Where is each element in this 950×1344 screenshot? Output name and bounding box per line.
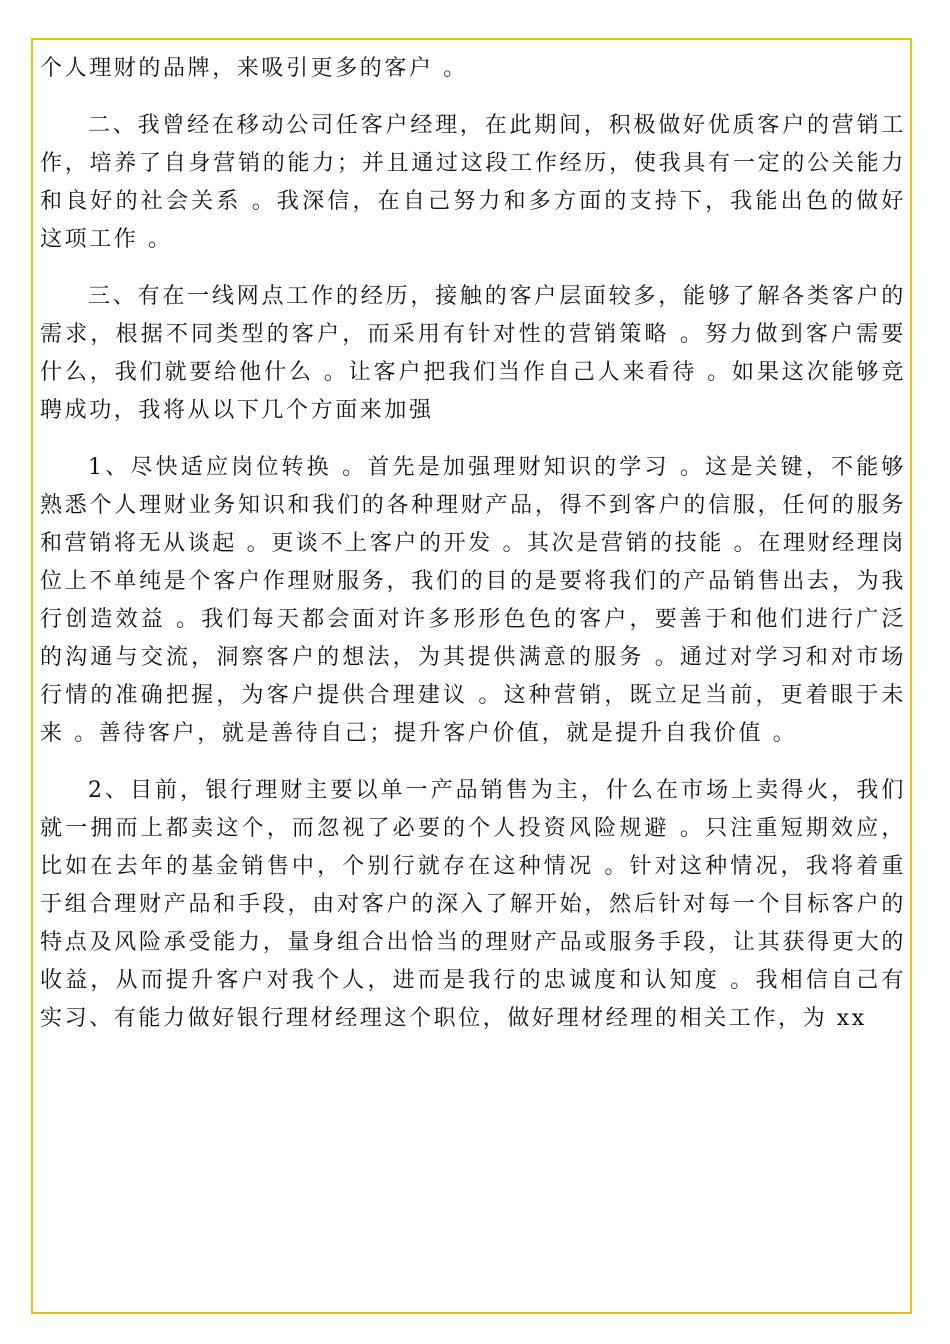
paragraph-point-two: 二、我曾经在移动公司任客户经理，在此期间，积极做好优质客户的营销工作，培养了自身营销的能力；并且通过这段工作经历，使我具有一定的公关能力和良好的社会关系 。我深信，在自己努力和多方面的支持下，我能出色的做好这项工作 。 (40, 113, 906, 252)
paragraph-continuation: 个人理财的品牌，来吸引更多的客户 。 (40, 56, 468, 81)
paragraph-item-one: 1、尽快适应岗位转换 。首先是加强理财知识的学习 。这是关键，不能够熟悉个人理财业务知识和我们的各种理财产品，得不到客户的信服，任何的服务和营销将无从谈起 。更谈不上客户的开发 。其次是营销的技能 。在理财经理岗位上不单纯是个客户作理财服务，我们的目的是要将我们的产品销售出去，为我行创造效益 。我们每天都会面对许多形形色色的客户，要善于和他们进行广泛的沟通与交流，洞察客户的想法，为其提供满意的服务 。通过对学习和对市场行情的准确把握，为客户提供合理建议 。这种营销，既立足当前，更着眼于未来 。善待客户，就是善待自己；提升客户价值，就是提升自我价值 。 (40, 455, 906, 746)
paragraph-point-three: 三、有在一线网点工作的经历，接触的客户层面较多，能够了解各类客户的需求，根据不同类型的客户，而采用有针对性的营销策略 。努力做到客户需要什么，我们就要给他什么 。让客户把我们当作自己人来看待 。如果这次能够竞聘成功，我将从以下几个方面来加强 (40, 284, 906, 423)
paragraph-item-two: 2、目前，银行理财主要以单一产品销售为主，什么在市场上卖得火，我们就一拥而上都卖这个，而忽视了必要的个人投资风险规避 。只注重短期效应，比如在去年的基金销售中，个别行就存在这种情况 。针对这种情况，我将着重于组合理财产品和手段，由对客户的深入了解开始，然后针对每一个目标客户的特点及风险承受能力，量身组合出恰当的理财产品或服务手段，让其获得更大的收益，从而提升客户对我个人，进而是我行的忠诚度和认知度 。我相信自己有实习、有能力做好银行理材经理这个职位，做好理材经理的相关工作，为 xx (40, 778, 906, 1031)
document-body (40, 50, 906, 1057)
